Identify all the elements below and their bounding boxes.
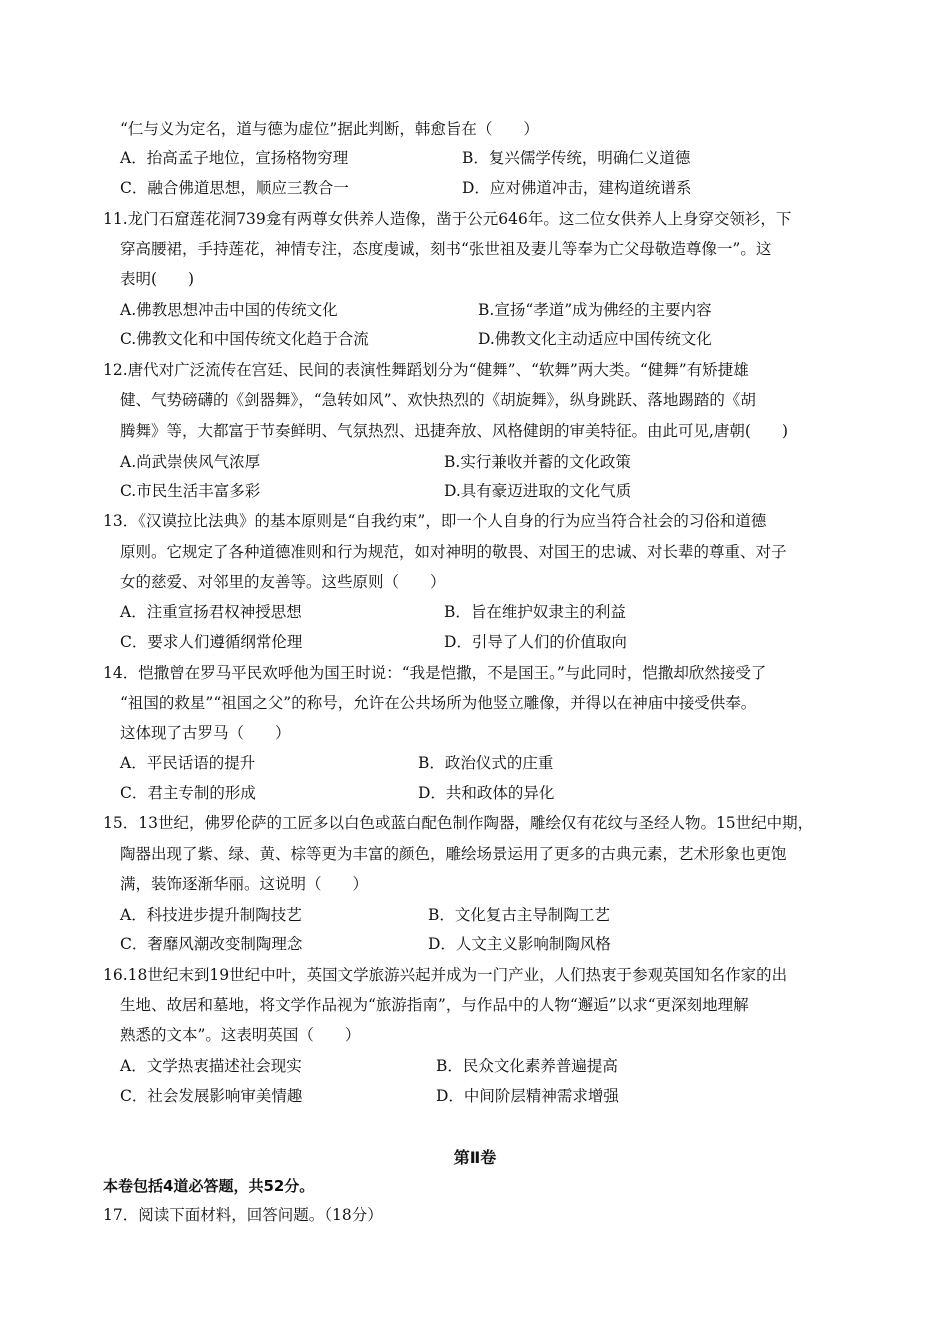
q11-line-1: 11.龙门石窟莲花洞739龛有两尊女供养人造像，凿于公元646年。这二位女供养人上身穿交领衫，下: [103, 210, 792, 228]
q15-option-c: C．奢靡风潮改变制陶理念: [120, 935, 303, 953]
q11-option-a: A.佛教思想冲击中国的传统文化: [120, 301, 338, 319]
q13-line-1: 13．《汉谟拉比法典》的基本原则是“自我约束”，即一个人自身的行为应当符合社会的习俗和道德: [103, 512, 767, 530]
q15-option-b: B．文化复古主导制陶工艺: [428, 906, 610, 924]
q15-line-1: 15．13世纪，佛罗伦萨的工匠多以白色或蓝白配色制作陶器，雕绘仅有花纹与圣经人物。15世纪中期，: [103, 814, 814, 832]
q11-option-d: D.佛教文化主动适应中国传统文化: [478, 330, 712, 348]
q10-option-b: B．复兴儒学传统，明确仁义道德: [462, 149, 691, 167]
q13-line-2: 原则。它规定了各种道德准则和行为规范，如对神明的敬畏、对国王的忠诚、对长辈的尊重、对子: [120, 543, 787, 561]
q16-line-1: 16.18世纪末到19世纪中叶，英国文学旅游兴起并成为一门产业，人们热衷于参观英国知名作家的出: [103, 966, 788, 984]
q14-line-2: “祖国的救星”“祖国之父”的称号，允许在公共场所为他竖立雕像，并得以在神庙中接受供奉。: [120, 694, 757, 712]
q11-option-c: C.佛教文化和中国传统文化趋于合流: [120, 330, 369, 348]
q10-option-a: A．抬高孟子地位，宣扬格物穷理: [120, 149, 349, 167]
q10-tail: “仁与义为定名，道与德为虚位”据此判断，韩愈旨在（ ）: [120, 120, 539, 138]
q17-prompt: 17．阅读下面材料，回答问题。（18分）: [103, 1206, 383, 1224]
q12-option-b: B.实行兼收并蓄的文化政策: [444, 453, 631, 471]
q11-option-b: B.宣扬“孝道”成为佛经的主要内容: [478, 301, 712, 319]
q16-line-2: 生地、故居和墓地，将文学作品视为“旅游指南”，与作品中的人物“邂逅”以求“更深刻地理解: [120, 996, 749, 1014]
q11-line-3: 表明( ): [120, 270, 195, 288]
q15-line-3: 满，装饰逐渐华丽。这说明（ ）: [120, 875, 369, 893]
q16-option-a: A．文学热衷描述社会现实: [120, 1057, 302, 1075]
q12-line-2: 健、气势磅礴的《剑器舞》，“急转如风”、欢快热烈的《胡旋舞》，纵身跳跃、落地踢踏的《胡: [120, 391, 756, 409]
q14-line-3: 这体现了古罗马（ ）: [120, 724, 291, 742]
q12-line-3: 腾舞》等，大都富于节奏鲜明、气氛热烈、迅捷奔放、风格健朗的审美特征。由此可见,唐朝( ): [120, 422, 789, 440]
q16-option-c: C．社会发展影响审美情趣: [120, 1087, 303, 1105]
q16-option-b: B．民众文化素养普遍提高: [436, 1057, 618, 1075]
section-2-intro: 本卷包括4道必答题，共52分。: [103, 1177, 315, 1195]
q14-option-b: B．政治仪式的庄重: [418, 754, 554, 772]
q16-line-3: 熟悉的文本”。这表明英国（ ）: [120, 1026, 361, 1044]
q14-line-1: 14．恺撒曾在罗马平民欢呼他为国王时说：“我是恺撒，不是国王。”与此同时，恺撒却欣然接受了: [103, 664, 767, 682]
q16-option-d: D．中间阶层精神需求增强: [436, 1087, 619, 1105]
section-2-title: 第Ⅱ卷: [453, 1148, 497, 1167]
q13-option-c: C．要求人们遵循纲常伦理: [120, 633, 303, 651]
q14-option-d: D．共和政体的异化: [418, 784, 555, 802]
q14-option-a: A．平民话语的提升: [120, 754, 256, 772]
q15-line-2: 陶器出现了紫、绿、黄、棕等更为丰富的颜色，雕绘场景运用了更多的古典元素，艺术形象也更饱: [120, 845, 787, 863]
q15-option-d: D．人文主义影响制陶风格: [428, 935, 611, 953]
q13-option-b: B．旨在维护奴隶主的利益: [444, 603, 626, 621]
q13-option-d: D．引导了人们的价值取向: [444, 633, 627, 651]
q14-option-c: C．君主专制的形成: [120, 784, 256, 802]
q13-option-a: A．注重宣扬君权神授思想: [120, 603, 302, 621]
q12-line-1: 12.唐代对广泛流传在宫廷、民间的表演性舞蹈划分为“健舞”、“软舞”两大类。“健舞”有矫捷雄: [103, 361, 749, 379]
q12-option-d: D.具有豪迈进取的文化气质: [444, 482, 632, 500]
q13-line-3: 女的慈爱、对邻里的友善等。这些原则（ ）: [120, 573, 446, 591]
q10-option-d: D．应对佛道冲击，建构道统谱系: [462, 179, 692, 197]
q10-option-c: C．融合佛道思想，顺应三教合一: [120, 179, 349, 197]
q12-option-a: A.尚武崇侠风气浓厚: [120, 453, 261, 471]
q15-option-a: A．科技进步提升制陶技艺: [120, 906, 302, 924]
q11-line-2: 穿高腰裙，手持莲花，神情专注，态度虔诚，刻书“张世祖及妻儿等奉为亡父母敬造尊像一”。这: [120, 240, 772, 258]
q12-option-c: C.市民生活丰富多彩: [120, 482, 261, 500]
